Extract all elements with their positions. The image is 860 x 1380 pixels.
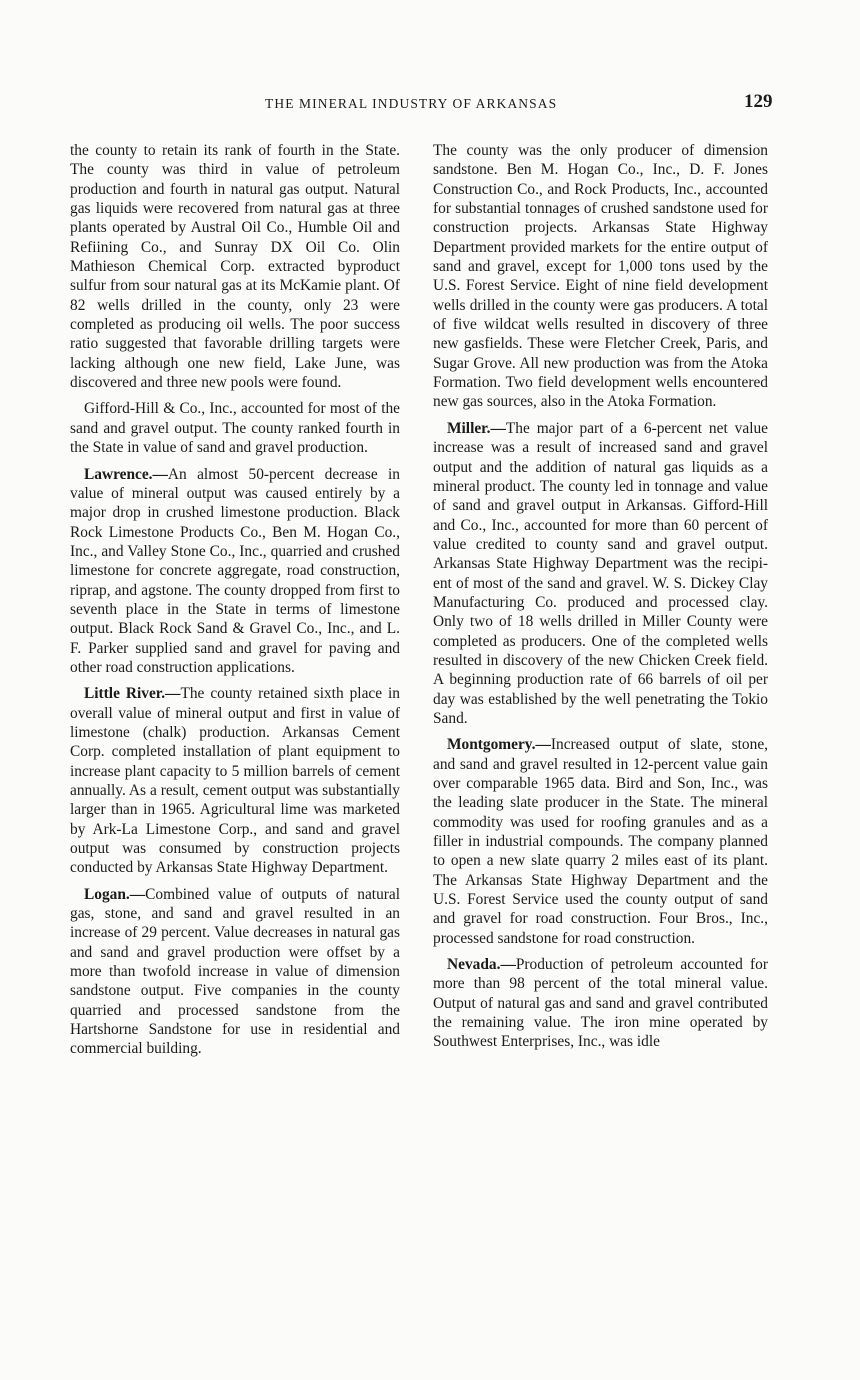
paragraph-logan: [70, 885, 400, 1059]
paragraph-nevada: [433, 955, 768, 1052]
paragraph-body: An almost 50-percent decrease in value of mineral output was caused entirely by a major drop in crushed limestone production. Black Rock Limestone Products Co., Ben M. Hogan Co., Inc., and Valley Stone Co., Inc., quarried and crushed limestone for concrete aggregate, road construction, riprap, and agstone. The county dropped from first to seventh place in the State in terms of limestone output. Black Rock Sand & Gravel Co., Inc., and L. F. Parker supplied sand and gravel for paving and other road construction applications.: [70, 465, 400, 676]
county-heading-logan: Logan.—: [84, 885, 146, 903]
county-heading-nevada: Nevada.—: [447, 956, 516, 974]
page-number: 129: [744, 91, 773, 112]
paragraph-body: Production of petroleum accounted for more than 98 percent of the total mineral value. Output of natural gas and sand and gravel contributed the remaining value. The iron mine operated by Southwest Enterprises, Inc., was idle: [433, 956, 768, 1051]
county-heading-miller: Miller.—: [447, 419, 506, 437]
county-heading-little-river: Little River.—: [84, 685, 181, 703]
county-heading-lawrence: Lawrence.—: [84, 465, 168, 483]
paragraph-little-river: [70, 684, 400, 877]
running-title: THE MINERAL INDUSTRY OF ARKANSAS: [265, 96, 558, 111]
paragraph-lawrence: [70, 465, 400, 678]
right-column: [433, 141, 768, 1059]
paragraph-body: The major part of a 6-percent net value increase was a result of increased sand and gravel output and the addition of natural gas liquids as a mineral product. The county led in tonnage and value of sand and gravel output in Arkansas. Gifford-Hill and Co., Inc., accounted for more than 60 percent of value credited to county sand and gravel output. Arkansas State Highway Department was the recipient of most of the sand and gravel. W. S. Dickey Clay Manufacturing Co. produced and processed clay. Only two of 18 wells drilled in Miller County were completed as producers. One of the completed wells resulted in discovery of the new Chicken Creek field. A beginning production rate of 66 barrels of oil per day was established by the well penetrating the Tokio Sand.: [433, 419, 768, 727]
paragraph-gifford-hill: Gifford-Hill & Co., Inc., accounted for most of the sand and gravel output. The county ranked fourth in the State in value of sand and gravel production.: [70, 400, 400, 457]
paragraph-body: Increased output of slate, stone, and sand and gravel resulted in 12-percent value gain over comparable 1965 data. Bird and Son, Inc., was the leading slate producer in the State. The mineral commodity was used for roofing granules and as a filler in industrial compounds. The company planned to open a new slate quarry 2 miles east of its plant. The Arkansas State Highway Department and the U.S. Forest Service used the county output of sand and gravel for road construction. Four Bros., Inc., processed sandstone for road construction.: [433, 736, 768, 947]
paragraph-miller: [433, 419, 768, 729]
paragraph-logan-continued: The county was the only producer of dimension sandstone. Ben M. Hogan Co., Inc., D. F. Jones Construction Co., and Rock Products, Inc., accounted for substantial tonnages of crushed sandstone used for construction projects. Arkansas State Highway Department provided markets for the entire output of sand and gravel, except for 1,000 tons used by the U.S. Forest Service. Eight of nine field development wells drilled in the county were gas producers. A total of five wildcat wells resulted in discovery of three new gasfields. These were Fletcher Creek, Paris, and Sugar Grove. All new production was from the Atoka Formation. Two field development wells encountered new gas sources, also in the Atoka Formation.: [433, 142, 768, 411]
left-column: [70, 141, 400, 1066]
paragraph-body: The county retained sixth place in overall value of mineral output and first in value of limestone (chalk) production. Arkansas Cement Corp. completed installation of plant equipment to increase plant capacity to 5 million barrels of cement annually. As a result, cement output was substantially larger than in 1965. Agricultural lime was marketed by Ark-La Limestone Corp., and sand and gravel output was consumed by construction projects conducted by Arkansas State Highway Department.: [70, 685, 400, 877]
county-heading-montgomery: Montgomery.—: [447, 736, 551, 754]
paragraph-montgomery: [433, 735, 768, 948]
paragraph-body: Combined value of outputs of natural gas, stone, and sand and gravel resulted in an increase of 29 percent. Value decreases in natural gas and sand and gravel production were offset by a more than twofold increase in value of dimension sandstone output. Five companies in the county quarried and processed sandstone from the Hartshorne Sandstone for use in residential and commercial building.: [70, 885, 400, 1058]
running-header: [0, 91, 860, 124]
paragraph-continued: the county to retain its rank of fourth in the State. The county was third in value of petroleum production and fourth in natural gas output. Natural gas liquids were recovered from natural gas at three plants operated by Austral Oil Co., Humble Oil and Refiining Co., and Sunray DX Oil Co. Olin Mathieson Chemical Corp. extracted byproduct sulfur from sour natural gas at its McKamie plant. Of 82 wells drilled in the county, only 23 were completed as producing oil wells. The poor success ratio suggested that favorable drilling targets were lacking although one new field, Lake June, was discovered and three new pools were found.: [70, 142, 400, 392]
